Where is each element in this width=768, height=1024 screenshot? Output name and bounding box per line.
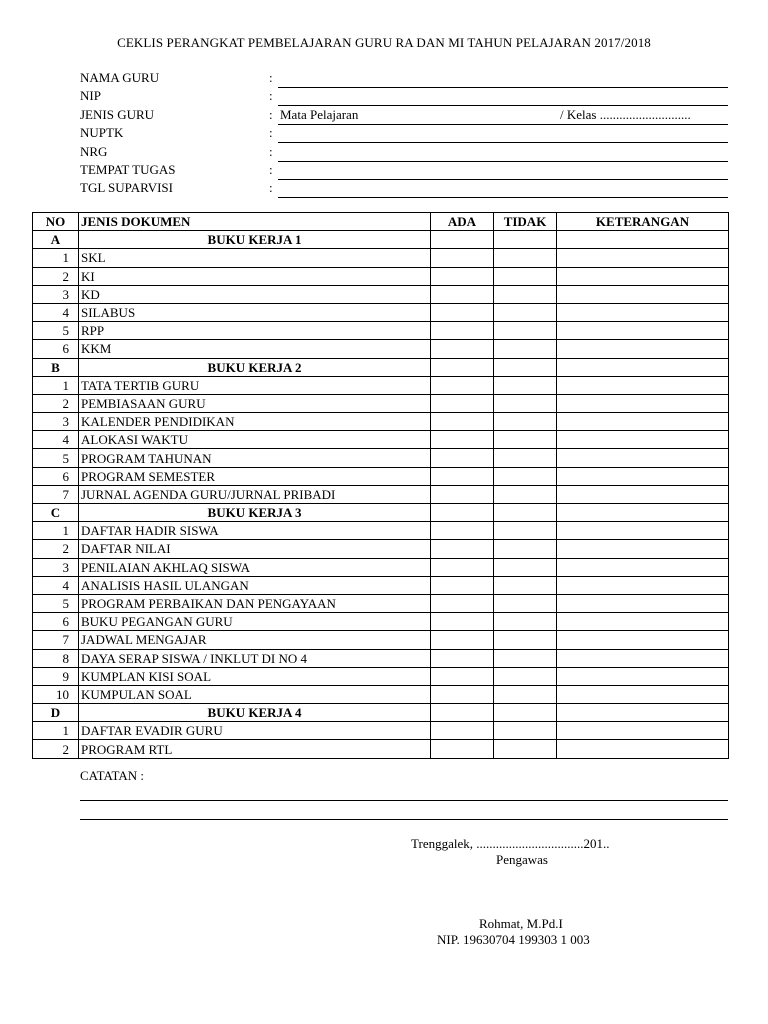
item-name: KALENDER PENDIDIKAN (79, 413, 431, 431)
tidak-cell[interactable] (494, 576, 557, 594)
tidak-cell[interactable] (494, 704, 557, 722)
tidak-cell[interactable] (494, 540, 557, 558)
item-number: 3 (33, 413, 79, 431)
keterangan-cell[interactable] (557, 322, 729, 340)
ada-cell[interactable] (431, 431, 494, 449)
table-row (33, 613, 729, 631)
tidak-cell[interactable] (494, 431, 557, 449)
keterangan-cell[interactable] (557, 704, 729, 722)
kelas-text: / Kelas ............................ (560, 106, 691, 122)
label-tempat-tugas: TEMPAT TUGAS (80, 161, 176, 177)
label-nip: NIP (80, 88, 101, 104)
table-row (33, 485, 729, 503)
item-number: 8 (33, 649, 79, 667)
keterangan-cell[interactable] (557, 613, 729, 631)
section-title: BUKU KERJA 3 (79, 504, 431, 522)
keterangan-cell[interactable] (557, 685, 729, 703)
section-code: C (33, 504, 79, 522)
table-row (33, 685, 729, 703)
table-row (33, 340, 729, 358)
keterangan-cell[interactable] (557, 558, 729, 576)
item-number: 3 (33, 558, 79, 576)
keterangan-cell[interactable] (557, 522, 729, 540)
section-title: BUKU KERJA 4 (79, 704, 431, 722)
tidak-cell[interactable] (494, 467, 557, 485)
item-number: 7 (33, 485, 79, 503)
item-name: JURNAL AGENDA GURU/JURNAL PRIBADI (79, 485, 431, 503)
ada-cell[interactable] (431, 613, 494, 631)
section-row (33, 231, 729, 249)
table-row (33, 631, 729, 649)
ada-cell[interactable] (431, 649, 494, 667)
catatan-line-2[interactable] (80, 819, 728, 820)
ada-cell[interactable] (431, 704, 494, 722)
table-row (33, 449, 729, 467)
item-number: 3 (33, 285, 79, 303)
input-line-tgl-suparvisi[interactable] (278, 197, 728, 198)
checklist-body (33, 231, 729, 758)
header-ada: ADA (431, 213, 494, 231)
item-name: KUMPLAN KISI SOAL (79, 667, 431, 685)
item-name: PROGRAM SEMESTER (79, 467, 431, 485)
item-name: PROGRAM PERBAIKAN DAN PENGAYAAN (79, 594, 431, 612)
item-number: 5 (33, 322, 79, 340)
tidak-cell[interactable] (494, 504, 557, 522)
checklist-table (32, 212, 729, 759)
signature-nip: NIP. 19630704 199303 1 003 (437, 932, 590, 947)
field-jenis-guru (80, 107, 728, 125)
table-row (33, 376, 729, 394)
keterangan-cell[interactable] (557, 540, 729, 558)
item-number: 6 (33, 467, 79, 485)
colon: : (269, 143, 273, 159)
table-row (33, 649, 729, 667)
ada-cell[interactable] (431, 340, 494, 358)
ada-cell[interactable] (431, 267, 494, 285)
tidak-cell[interactable] (494, 685, 557, 703)
keterangan-cell[interactable] (557, 504, 729, 522)
keterangan-cell[interactable] (557, 340, 729, 358)
table-row (33, 522, 729, 540)
field-tgl-suparvisi (80, 180, 728, 198)
ada-cell[interactable] (431, 740, 494, 758)
tidak-cell[interactable] (494, 449, 557, 467)
colon: : (269, 180, 273, 196)
table-row (33, 394, 729, 412)
ada-cell[interactable] (431, 249, 494, 267)
section-code: A (33, 231, 79, 249)
section-row (33, 704, 729, 722)
ada-cell[interactable] (431, 504, 494, 522)
colon: : (269, 161, 273, 177)
item-name: ALOKASI WAKTU (79, 431, 431, 449)
item-name: SILABUS (79, 303, 431, 321)
header-jenis-dokumen: JENIS DOKUMEN (79, 213, 431, 231)
signature-role: Pengawas (496, 852, 548, 867)
tidak-cell[interactable] (494, 322, 557, 340)
item-number: 2 (33, 540, 79, 558)
item-name: RPP (79, 322, 431, 340)
item-name: DAFTAR EVADIR GURU (79, 722, 431, 740)
item-name: JADWAL MENGAJAR (79, 631, 431, 649)
section-row (33, 504, 729, 522)
table-row (33, 322, 729, 340)
item-name: DAYA SERAP SISWA / INKLUT DI NO 4 (79, 649, 431, 667)
item-number: 4 (33, 303, 79, 321)
ada-cell[interactable] (431, 722, 494, 740)
tidak-cell[interactable] (494, 722, 557, 740)
item-name: DAFTAR NILAI (79, 540, 431, 558)
ada-cell[interactable] (431, 449, 494, 467)
tidak-cell[interactable] (494, 303, 557, 321)
item-number: 10 (33, 685, 79, 703)
item-name: PENILAIAN AKHLAQ SISWA (79, 558, 431, 576)
table-header-row (33, 213, 729, 231)
item-name: TATA TERTIB GURU (79, 376, 431, 394)
tidak-cell[interactable] (494, 358, 557, 376)
keterangan-cell[interactable] (557, 249, 729, 267)
ada-cell[interactable] (431, 303, 494, 321)
tidak-cell[interactable] (494, 522, 557, 540)
table-row (33, 594, 729, 612)
field-nip (80, 88, 728, 106)
tidak-cell[interactable] (494, 413, 557, 431)
ada-cell[interactable] (431, 558, 494, 576)
table-row (33, 467, 729, 485)
item-number: 1 (33, 249, 79, 267)
header-no: NO (33, 213, 79, 231)
item-name: KD (79, 285, 431, 303)
keterangan-cell[interactable] (557, 285, 729, 303)
table-row (33, 576, 729, 594)
table-row (33, 303, 729, 321)
ada-cell[interactable] (431, 285, 494, 303)
teacher-info-fields (80, 70, 728, 199)
tidak-cell[interactable] (494, 631, 557, 649)
ada-cell[interactable] (431, 685, 494, 703)
ada-cell[interactable] (431, 631, 494, 649)
colon: : (269, 106, 273, 122)
catatan-label: CATATAN : (80, 768, 145, 783)
table-row (33, 267, 729, 285)
field-nama-guru (80, 70, 728, 88)
signature-name: Rohmat, M.Pd.I (479, 916, 563, 931)
header-tidak: TIDAK (494, 213, 557, 231)
table-row (33, 540, 729, 558)
keterangan-cell[interactable] (557, 467, 729, 485)
tidak-cell[interactable] (494, 740, 557, 758)
item-name: KUMPULAN SOAL (79, 685, 431, 703)
table-row (33, 558, 729, 576)
keterangan-cell[interactable] (557, 631, 729, 649)
ada-cell[interactable] (431, 485, 494, 503)
tidak-cell[interactable] (494, 613, 557, 631)
table-row (33, 413, 729, 431)
label-jenis-guru: JENIS GURU (80, 106, 155, 122)
tidak-cell[interactable] (494, 485, 557, 503)
tidak-cell[interactable] (494, 649, 557, 667)
section-title: BUKU KERJA 2 (79, 358, 431, 376)
section-code: D (33, 704, 79, 722)
ada-cell[interactable] (431, 376, 494, 394)
keterangan-cell[interactable] (557, 740, 729, 758)
keterangan-cell[interactable] (557, 358, 729, 376)
item-number: 4 (33, 576, 79, 594)
keterangan-cell[interactable] (557, 594, 729, 612)
item-number: 5 (33, 594, 79, 612)
item-number: 5 (33, 449, 79, 467)
item-name: SKL (79, 249, 431, 267)
keterangan-cell[interactable] (557, 303, 729, 321)
tidak-cell[interactable] (494, 667, 557, 685)
field-nrg (80, 144, 728, 162)
field-nuptk (80, 125, 728, 143)
keterangan-cell[interactable] (557, 485, 729, 503)
item-name: PEMBIASAAN GURU (79, 394, 431, 412)
tidak-cell[interactable] (494, 267, 557, 285)
catatan-line-1[interactable] (80, 800, 728, 801)
item-name: PROGRAM TAHUNAN (79, 449, 431, 467)
item-number: 1 (33, 722, 79, 740)
tidak-cell[interactable] (494, 285, 557, 303)
item-number: 6 (33, 613, 79, 631)
item-number: 6 (33, 340, 79, 358)
item-number: 4 (33, 431, 79, 449)
ada-cell[interactable] (431, 522, 494, 540)
header-keterangan: KETERANGAN (557, 213, 729, 231)
keterangan-cell[interactable] (557, 231, 729, 249)
tidak-cell[interactable] (494, 340, 557, 358)
colon: : (269, 70, 273, 85)
section-title: BUKU KERJA 1 (79, 231, 431, 249)
document-title: CEKLIS PERANGKAT PEMBELAJARAN GURU RA DAN MI TAHUN PELAJARAN 2017/2018 (117, 35, 651, 50)
ada-cell[interactable] (431, 576, 494, 594)
item-name: KKM (79, 340, 431, 358)
ada-cell[interactable] (431, 413, 494, 431)
table-row (33, 667, 729, 685)
item-number: 2 (33, 267, 79, 285)
table-row (33, 722, 729, 740)
item-number: 1 (33, 376, 79, 394)
item-number: 7 (33, 631, 79, 649)
keterangan-cell[interactable] (557, 431, 729, 449)
table-row (33, 431, 729, 449)
item-number: 1 (33, 522, 79, 540)
table-row (33, 285, 729, 303)
colon: : (269, 88, 273, 104)
keterangan-cell[interactable] (557, 449, 729, 467)
item-number: 2 (33, 740, 79, 758)
section-row (33, 358, 729, 376)
label-tgl-suparvisi: TGL SUPARVISI (80, 180, 173, 196)
keterangan-cell[interactable] (557, 394, 729, 412)
ada-cell[interactable] (431, 594, 494, 612)
keterangan-cell[interactable] (557, 649, 729, 667)
tidak-cell[interactable] (494, 394, 557, 412)
ada-cell[interactable] (431, 467, 494, 485)
tidak-cell[interactable] (494, 594, 557, 612)
keterangan-cell[interactable] (557, 413, 729, 431)
item-number: 2 (33, 394, 79, 412)
item-name: ANALISIS HASIL ULANGAN (79, 576, 431, 594)
tidak-cell[interactable] (494, 249, 557, 267)
ada-cell[interactable] (431, 540, 494, 558)
item-number: 9 (33, 667, 79, 685)
label-nama-guru: NAMA GURU (80, 70, 160, 85)
tidak-cell[interactable] (494, 558, 557, 576)
ada-cell[interactable] (431, 358, 494, 376)
item-name: KI (79, 267, 431, 285)
keterangan-cell[interactable] (557, 376, 729, 394)
item-name: BUKU PEGANGAN GURU (79, 613, 431, 631)
ada-cell[interactable] (431, 667, 494, 685)
mata-pelajaran-text: Mata Pelajaran (280, 106, 359, 122)
keterangan-cell[interactable] (557, 267, 729, 285)
colon: : (269, 125, 273, 141)
ada-cell[interactable] (431, 322, 494, 340)
label-nuptk: NUPTK (80, 125, 124, 141)
keterangan-cell[interactable] (557, 576, 729, 594)
field-tempat-tugas (80, 162, 728, 180)
table-row (33, 249, 729, 267)
section-code: B (33, 358, 79, 376)
ada-cell[interactable] (431, 394, 494, 412)
ada-cell[interactable] (431, 231, 494, 249)
table-row (33, 740, 729, 758)
keterangan-cell[interactable] (557, 722, 729, 740)
signature-place-date: Trenggalek, .................................201.. (411, 836, 610, 851)
item-name: DAFTAR HADIR SISWA (79, 522, 431, 540)
keterangan-cell[interactable] (557, 667, 729, 685)
label-nrg: NRG (80, 143, 108, 159)
tidak-cell[interactable] (494, 231, 557, 249)
item-name: PROGRAM RTL (79, 740, 431, 758)
tidak-cell[interactable] (494, 376, 557, 394)
